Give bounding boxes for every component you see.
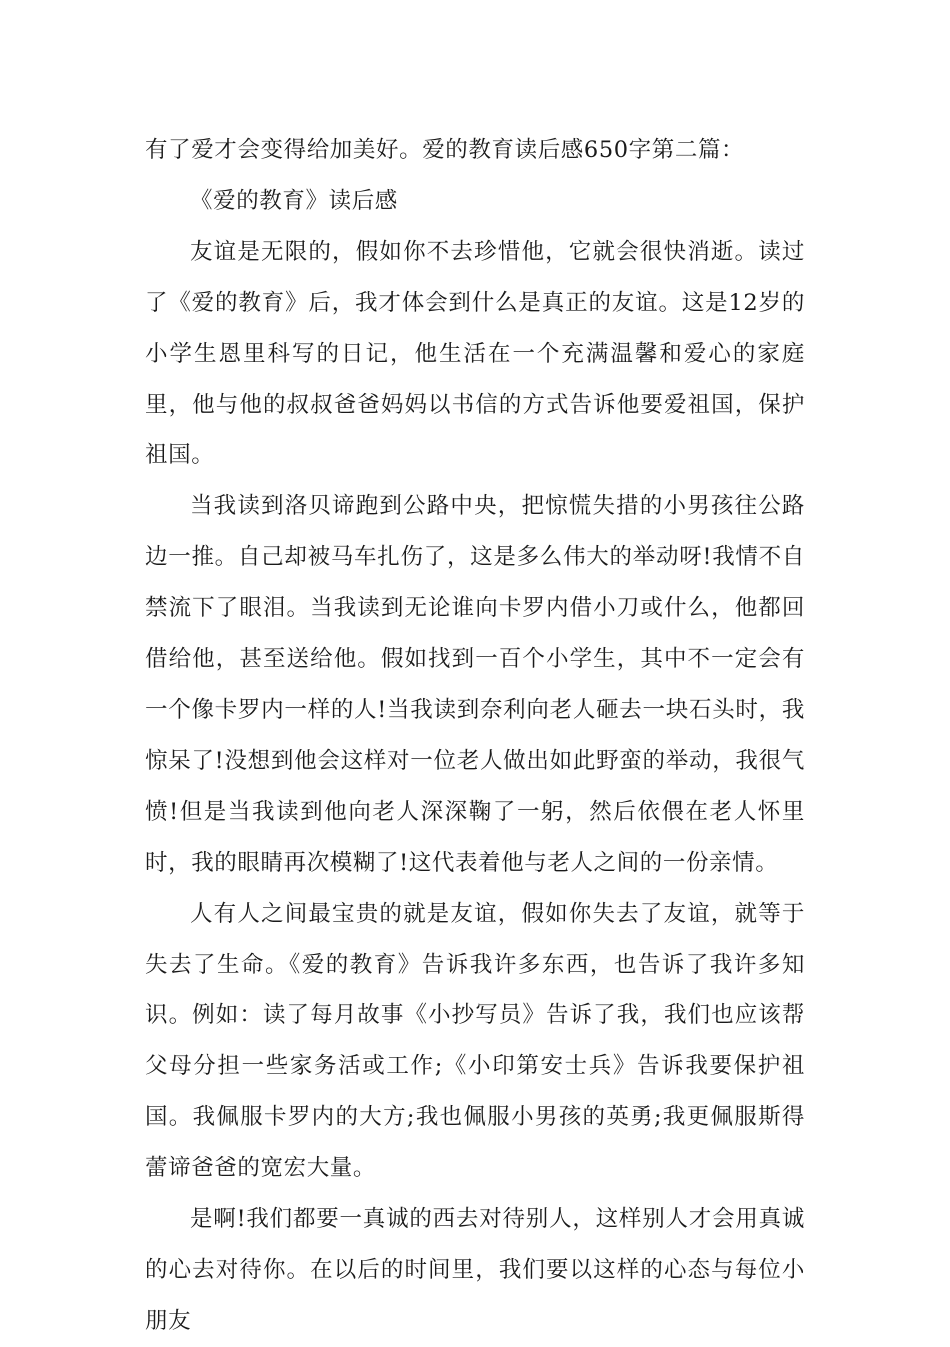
- document-body: [145, 125, 805, 1347]
- paragraph: 当我读到洛贝谛跑到公路中央，把惊慌失措的小男孩往公路边一推。自己却被马车扎伤了，这是多么伟大的举动呀!我情不自禁流下了眼泪。当我读到无论谁向卡罗内借小刀或什么，他都回借给他，甚至送给他。假如找到一百个小学生，其中不一定会有一个像卡罗内一样的人!当我读到奈利向老人砸去一块石头时，我惊呆了!没想到他会这样对一位老人做出如此野蛮的举动，我很气愤!但是当我读到他向老人深深鞠了一躬，然后依偎在老人怀里时，我的眼睛再次模糊了!这代表着他与老人之间的一份亲情。: [145, 493, 805, 876]
- essay-title: 《爱的教育》读后感: [190, 187, 398, 214]
- paragraph-intro-line: 有了爱才会变得给加美好。爱的教育读后感650字第二篇：: [145, 137, 745, 163]
- paragraph: 友谊是无限的，假如你不去珍惜他，它就会很快消逝。读过了《爱的教育》后，我才体会到什么是真正的友谊。这是12岁的小学生恩里科写的日记，他生活在一个充满温馨和爱心的家庭里，他与他的叔叔爸爸妈妈以书信的方式告诉他要爱祖国，保护祖国。: [145, 238, 805, 469]
- paragraph: 人有人之间最宝贵的就是友谊，假如你失去了友谊，就等于失去了生命。《爱的教育》告诉我许多东西，也告诉了我许多知识。例如：读了每月故事《小抄写员》告诉了我，我们也应该帮父母分担一些家务活或工作;《小印第安士兵》告诉我要保护祖国。我佩服卡罗内的大方;我也佩服小男孩的英勇;我更佩服斯得蕾谛爸爸的宽宏大量。: [145, 900, 805, 1182]
- paragraph: 是啊!我们都要一真诚的西去对待别人，这样别人才会用真诚的心去对待你。在以后的时间里，我们要以这样的心态与每位小朋友: [145, 1206, 805, 1334]
